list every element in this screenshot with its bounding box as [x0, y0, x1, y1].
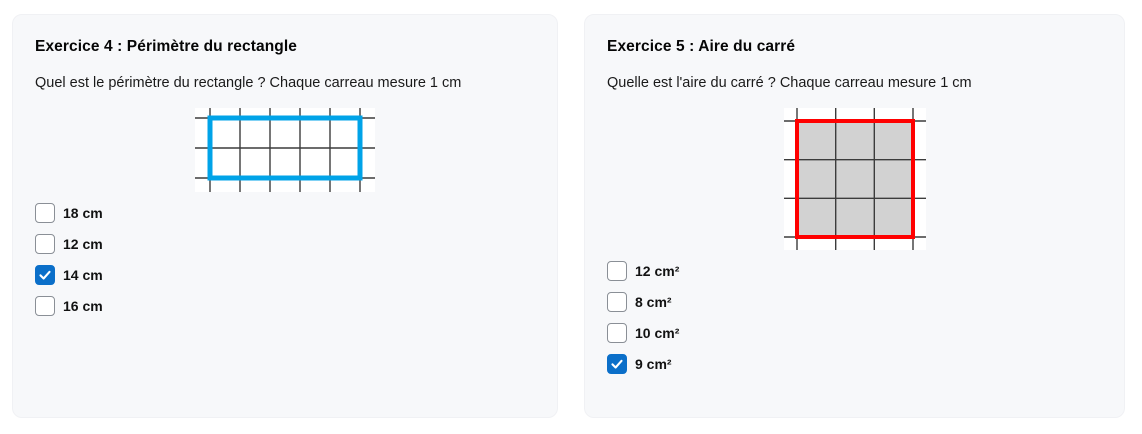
- checkbox[interactable]: [607, 354, 627, 374]
- options-list: [607, 261, 1102, 374]
- diagram-container: [35, 108, 535, 192]
- checkbox[interactable]: [35, 296, 55, 316]
- option-label: 14 cm: [63, 267, 103, 283]
- checkmark-icon: [610, 357, 624, 371]
- option-label: 8 cm²: [635, 294, 672, 310]
- checkbox[interactable]: [607, 261, 627, 281]
- checkbox[interactable]: [35, 234, 55, 254]
- option-label: 9 cm²: [635, 356, 672, 372]
- option-row[interactable]: [35, 234, 535, 254]
- checkbox[interactable]: [35, 203, 55, 223]
- question-text: Quel est le périmètre du rectangle ? Chaque carreau mesure 1 cm: [35, 75, 462, 91]
- checkbox[interactable]: [607, 323, 627, 343]
- option-label: 10 cm²: [635, 325, 680, 341]
- option-label: 16 cm: [63, 298, 103, 314]
- exercise-card-aire: [584, 14, 1125, 418]
- rectangle-grid-diagram: [195, 108, 375, 192]
- square-fill: [797, 121, 913, 237]
- options-list: [35, 203, 535, 316]
- option-row[interactable]: [35, 265, 535, 285]
- option-row[interactable]: [607, 323, 1102, 343]
- card-title: Exercice 4 : Périmètre du rectangle: [35, 38, 297, 55]
- checkbox[interactable]: [35, 265, 55, 285]
- checkbox[interactable]: [607, 292, 627, 312]
- diagram-container: [607, 108, 1102, 250]
- checkmark-icon: [38, 268, 52, 282]
- option-row[interactable]: [607, 292, 1102, 312]
- option-label: 12 cm²: [635, 263, 680, 279]
- square-grid-diagram: [784, 108, 926, 250]
- option-label: 12 cm: [63, 236, 103, 252]
- option-label: 18 cm: [63, 205, 103, 221]
- option-row[interactable]: [35, 203, 535, 223]
- option-row[interactable]: [607, 354, 1102, 374]
- question-text: Quelle est l'aire du carré ? Chaque carreau mesure 1 cm: [607, 75, 972, 91]
- exercise-card-perimetre: [12, 14, 558, 418]
- option-row[interactable]: [35, 296, 535, 316]
- option-row[interactable]: [607, 261, 1102, 281]
- card-title: Exercice 5 : Aire du carré: [607, 38, 796, 55]
